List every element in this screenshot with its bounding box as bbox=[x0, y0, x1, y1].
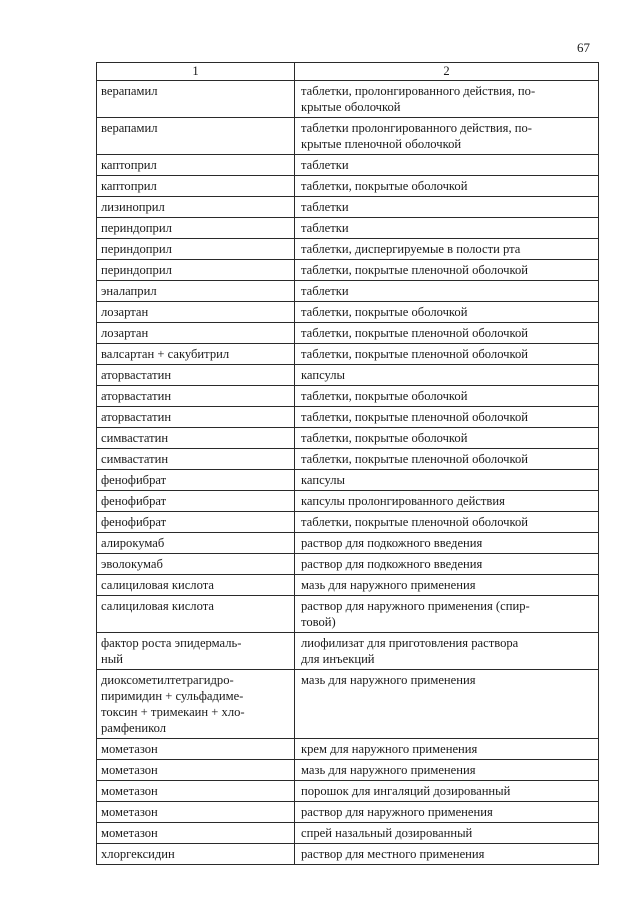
table-header-row bbox=[97, 63, 599, 81]
dosage-form-cell: раствор для подкожного введения bbox=[295, 554, 599, 575]
drug-name-cell: аторвастатин bbox=[97, 407, 295, 428]
table-row bbox=[97, 596, 599, 633]
drug-name-cell: лозартан bbox=[97, 323, 295, 344]
drug-name-cell: салициловая кислота bbox=[97, 596, 295, 633]
dosage-form-cell: таблетки, покрытые пленочной оболочкой bbox=[295, 260, 599, 281]
table-row bbox=[97, 281, 599, 302]
drug-name-cell: хлоргексидин bbox=[97, 844, 295, 865]
drug-name-cell: эналаприл bbox=[97, 281, 295, 302]
drug-name-cell: диоксометилтетрагидро- пиримидин + сульфадиме- токсин + тримекаин + хло- рамфеникол bbox=[97, 670, 295, 739]
table-row bbox=[97, 739, 599, 760]
dosage-form-cell: капсулы bbox=[295, 470, 599, 491]
table-row bbox=[97, 260, 599, 281]
table-row bbox=[97, 176, 599, 197]
drug-name-cell: симвастатин bbox=[97, 449, 295, 470]
drug-name-cell: каптоприл bbox=[97, 155, 295, 176]
table-row bbox=[97, 218, 599, 239]
drug-name-cell: мометазон bbox=[97, 781, 295, 802]
table-row bbox=[97, 802, 599, 823]
dosage-form-cell: таблетки, диспергируемые в полости рта bbox=[295, 239, 599, 260]
dosage-form-cell: лиофилизат для приготовления раствора для инъекций bbox=[295, 633, 599, 670]
dosage-form-cell: таблетки bbox=[295, 281, 599, 302]
dosage-form-cell: мазь для наружного применения bbox=[295, 760, 599, 781]
drug-name-cell: периндоприл bbox=[97, 260, 295, 281]
table-row bbox=[97, 302, 599, 323]
dosage-form-cell: таблетки, покрытые оболочкой bbox=[295, 302, 599, 323]
drug-name-cell: лизиноприл bbox=[97, 197, 295, 218]
dosage-form-cell: раствор для наружного применения (спир- товой) bbox=[295, 596, 599, 633]
dosage-form-cell: таблетки, пролонгированного действия, по- крытые оболочкой bbox=[295, 81, 599, 118]
dosage-form-cell: раствор для местного применения bbox=[295, 844, 599, 865]
table-row bbox=[97, 670, 599, 739]
drug-name-cell: фактор роста эпидермаль- ный bbox=[97, 633, 295, 670]
drug-table bbox=[96, 62, 599, 865]
table-row bbox=[97, 323, 599, 344]
dosage-form-cell: таблетки bbox=[295, 197, 599, 218]
dosage-form-cell: спрей назальный дозированный bbox=[295, 823, 599, 844]
dosage-form-cell: порошок для ингаляций дозированный bbox=[295, 781, 599, 802]
table-row bbox=[97, 491, 599, 512]
dosage-form-cell: мазь для наружного применения bbox=[295, 575, 599, 596]
page-number: 67 bbox=[577, 40, 590, 55]
dosage-form-cell: таблетки, покрытые оболочкой bbox=[295, 386, 599, 407]
drug-name-cell: мометазон bbox=[97, 802, 295, 823]
table-row bbox=[97, 470, 599, 491]
dosage-form-cell: таблетки, покрытые пленочной оболочкой bbox=[295, 449, 599, 470]
dosage-form-cell: крем для наружного применения bbox=[295, 739, 599, 760]
dosage-form-cell: капсулы bbox=[295, 365, 599, 386]
table-row bbox=[97, 155, 599, 176]
drug-name-cell: мометазон bbox=[97, 823, 295, 844]
dosage-form-cell: таблетки, покрытые пленочной оболочкой bbox=[295, 512, 599, 533]
drug-name-cell: валсартан + сакубитрил bbox=[97, 344, 295, 365]
drug-name-cell: фенофибрат bbox=[97, 491, 295, 512]
table-row bbox=[97, 197, 599, 218]
dosage-form-cell: таблетки, покрытые пленочной оболочкой bbox=[295, 407, 599, 428]
table-row bbox=[97, 365, 599, 386]
table-row bbox=[97, 781, 599, 802]
column-header-2: 2 bbox=[295, 63, 599, 81]
drug-name-cell: верапамил bbox=[97, 118, 295, 155]
drug-name-cell: симвастатин bbox=[97, 428, 295, 449]
drug-name-cell: лозартан bbox=[97, 302, 295, 323]
drug-name-cell: салициловая кислота bbox=[97, 575, 295, 596]
dosage-form-cell: таблетки, покрытые оболочкой bbox=[295, 176, 599, 197]
table-row bbox=[97, 575, 599, 596]
dosage-form-cell: таблетки, покрытые пленочной оболочкой bbox=[295, 323, 599, 344]
dosage-form-cell: капсулы пролонгированного действия bbox=[295, 491, 599, 512]
table-row bbox=[97, 386, 599, 407]
drug-name-cell: фенофибрат bbox=[97, 512, 295, 533]
dosage-form-cell: раствор для подкожного введения bbox=[295, 533, 599, 554]
drug-name-cell: эволокумаб bbox=[97, 554, 295, 575]
table-row bbox=[97, 118, 599, 155]
drug-name-cell: мометазон bbox=[97, 739, 295, 760]
drug-name-cell: алирокумаб bbox=[97, 533, 295, 554]
dosage-form-cell: таблетки bbox=[295, 218, 599, 239]
drug-name-cell: мометазон bbox=[97, 760, 295, 781]
table-row bbox=[97, 633, 599, 670]
table-row bbox=[97, 428, 599, 449]
table-body bbox=[97, 81, 599, 865]
table-row bbox=[97, 81, 599, 118]
dosage-form-cell: мазь для наружного применения bbox=[295, 670, 599, 739]
drug-name-cell: аторвастатин bbox=[97, 365, 295, 386]
table-row bbox=[97, 760, 599, 781]
table-row bbox=[97, 533, 599, 554]
table-row bbox=[97, 407, 599, 428]
table-row bbox=[97, 844, 599, 865]
table-row bbox=[97, 239, 599, 260]
dosage-form-cell: таблетки, покрытые пленочной оболочкой bbox=[295, 344, 599, 365]
drug-name-cell: каптоприл bbox=[97, 176, 295, 197]
dosage-form-cell: таблетки, покрытые оболочкой bbox=[295, 428, 599, 449]
table-row bbox=[97, 512, 599, 533]
table-row bbox=[97, 449, 599, 470]
table-row bbox=[97, 554, 599, 575]
drug-name-cell: верапамил bbox=[97, 81, 295, 118]
drug-name-cell: фенофибрат bbox=[97, 470, 295, 491]
table-row bbox=[97, 344, 599, 365]
table-row bbox=[97, 823, 599, 844]
drug-name-cell: аторвастатин bbox=[97, 386, 295, 407]
column-header-1: 1 bbox=[97, 63, 295, 81]
dosage-form-cell: таблетки bbox=[295, 155, 599, 176]
drug-name-cell: периндоприл bbox=[97, 239, 295, 260]
dosage-form-cell: таблетки пролонгированного действия, по- крытые пленочной оболочкой bbox=[295, 118, 599, 155]
dosage-form-cell: раствор для наружного применения bbox=[295, 802, 599, 823]
drug-name-cell: периндоприл bbox=[97, 218, 295, 239]
